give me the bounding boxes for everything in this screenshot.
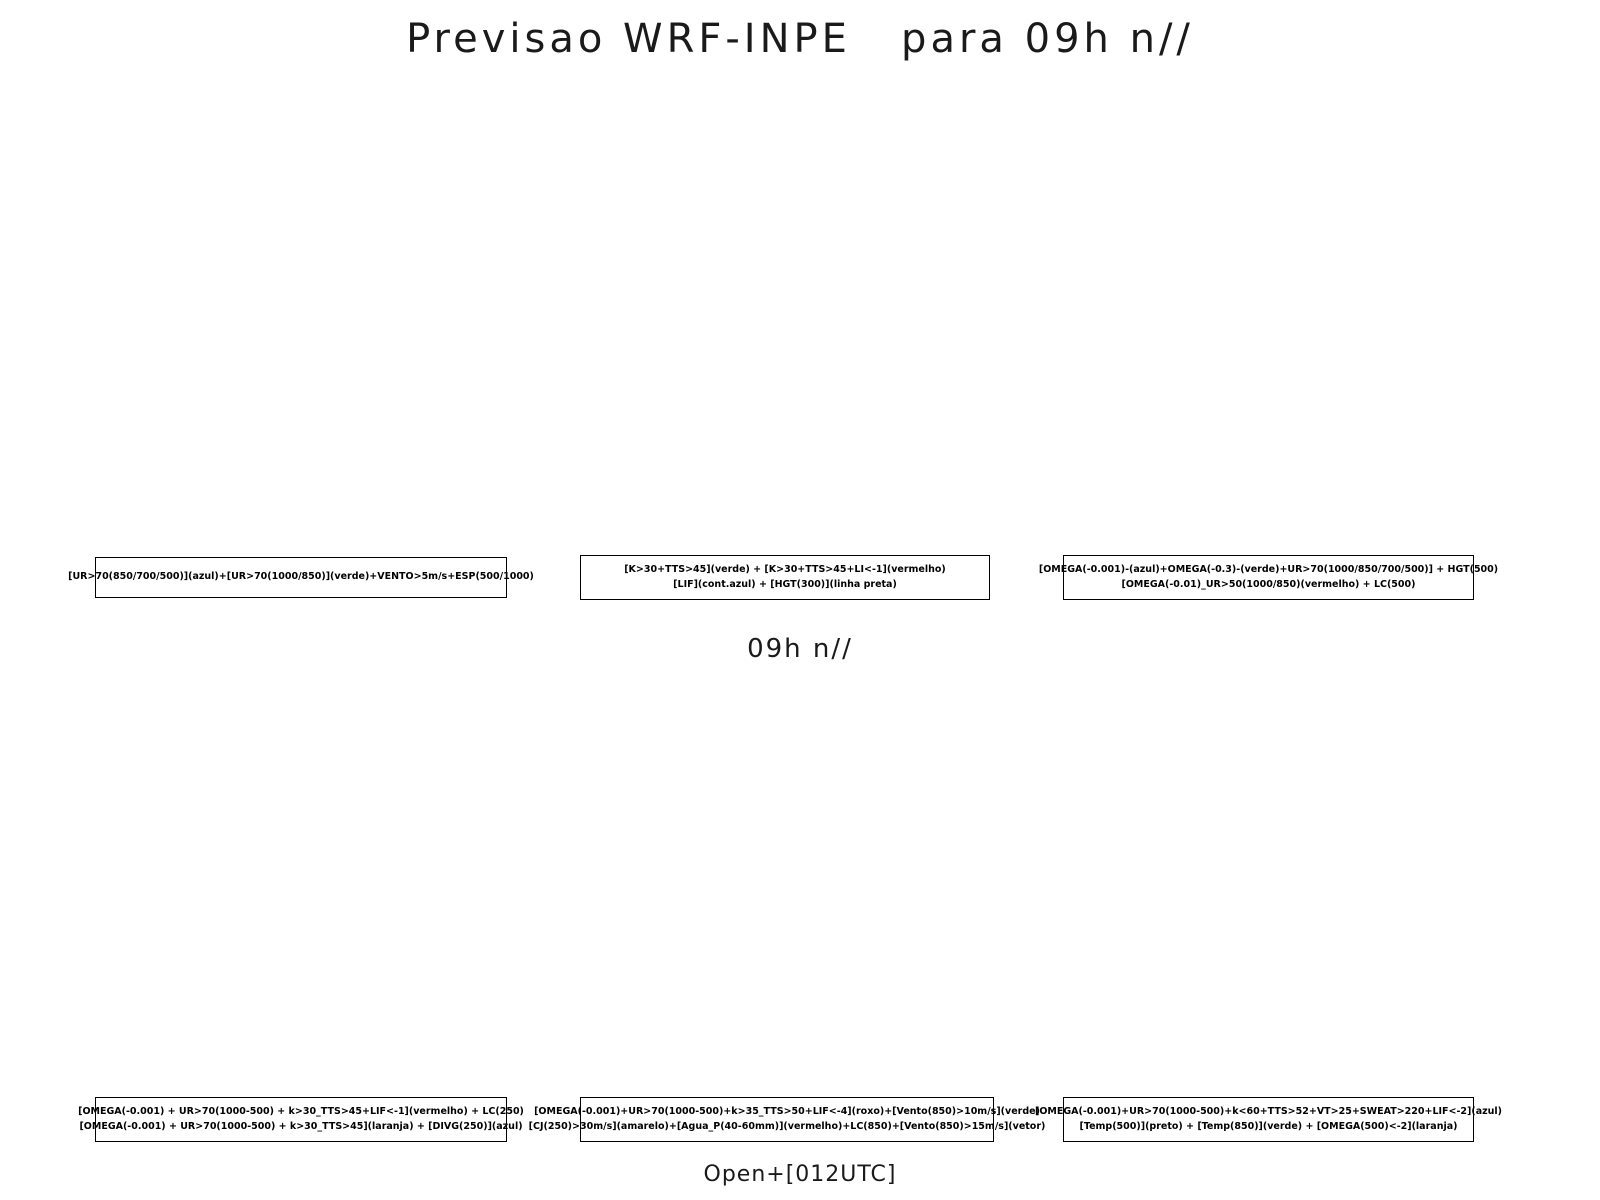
legend-box-omega-hgt <box>1038 555 1499 600</box>
legend-omega-hgt-line2: [OMEGA(-0.01)_UR>50(1000/850)(vermelho) + LC(500) <box>1121 578 1416 590</box>
legend-cj-line1: [OMEGA(-0.001)+UR>70(1000-500)+k>35_TTS>50+LIF<-4](roxo)+[Vento(850)>10m/s](verde) <box>534 1106 1040 1118</box>
legend-box-omega-lc <box>78 1097 524 1142</box>
legend-box-temp <box>1034 1097 1503 1142</box>
legend-omega-hgt-line1: [OMEGA(-0.001)-(azul)+OMEGA(-0.3)-(verde)+UR>70(1000/850/700/500)] + HGT(500) <box>1038 564 1499 576</box>
legend-omega-lc-line1: [OMEGA(-0.001) + UR>70(1000-500) + k>30_TTS>45+LIF<-1](vermelho) + LC(250) <box>78 1106 524 1118</box>
footer-open-label: Open+[012UTC] <box>703 1162 897 1187</box>
legend-temp-line2: [Temp(500)](preto) + [Temp(850)](verde) + [OMEGA(500)<-2](laranja) <box>1079 1120 1458 1132</box>
legend-box-cj <box>528 1097 1046 1142</box>
page-title: Previsao WRF-INPE para 09h n// <box>406 16 1194 62</box>
legend-omega-lc-line2: [OMEGA(-0.001) + UR>70(1000-500) + k>30_TTS>45](laranja) + [DIVG(250)](azul) <box>79 1120 523 1132</box>
legend-box-ur <box>68 557 534 598</box>
legend-box-k-tts <box>580 555 990 600</box>
legend-temp-line1: [OMEGA(-0.001)+UR>70(1000-500)+k<60+TTS>52+VT>25+SWEAT>220+LIF<-2](azul) <box>1034 1106 1503 1118</box>
legend-cj-line2: [CJ(250)>30m/s](amarelo)+[Agua_P(40-60mm)](vermelho)+LC(850)+[Vento(850)>15m/s](vetor) <box>528 1120 1046 1132</box>
legend-k-tts-line2: [LIF](cont.azul) + [HGT(300)](linha preta) <box>673 578 897 590</box>
legend-ur-line1: [UR>70(850/700/500)](azul)+[UR>70(1000/850)](verde)+VENTO>5m/s+ESP(500/1000) <box>68 571 534 583</box>
legend-k-tts-line1: [K>30+TTS>45](verde) + [K>30+TTS>45+LI<-1](vermelho) <box>624 564 946 576</box>
middle-time-label: 09h n// <box>747 634 853 664</box>
